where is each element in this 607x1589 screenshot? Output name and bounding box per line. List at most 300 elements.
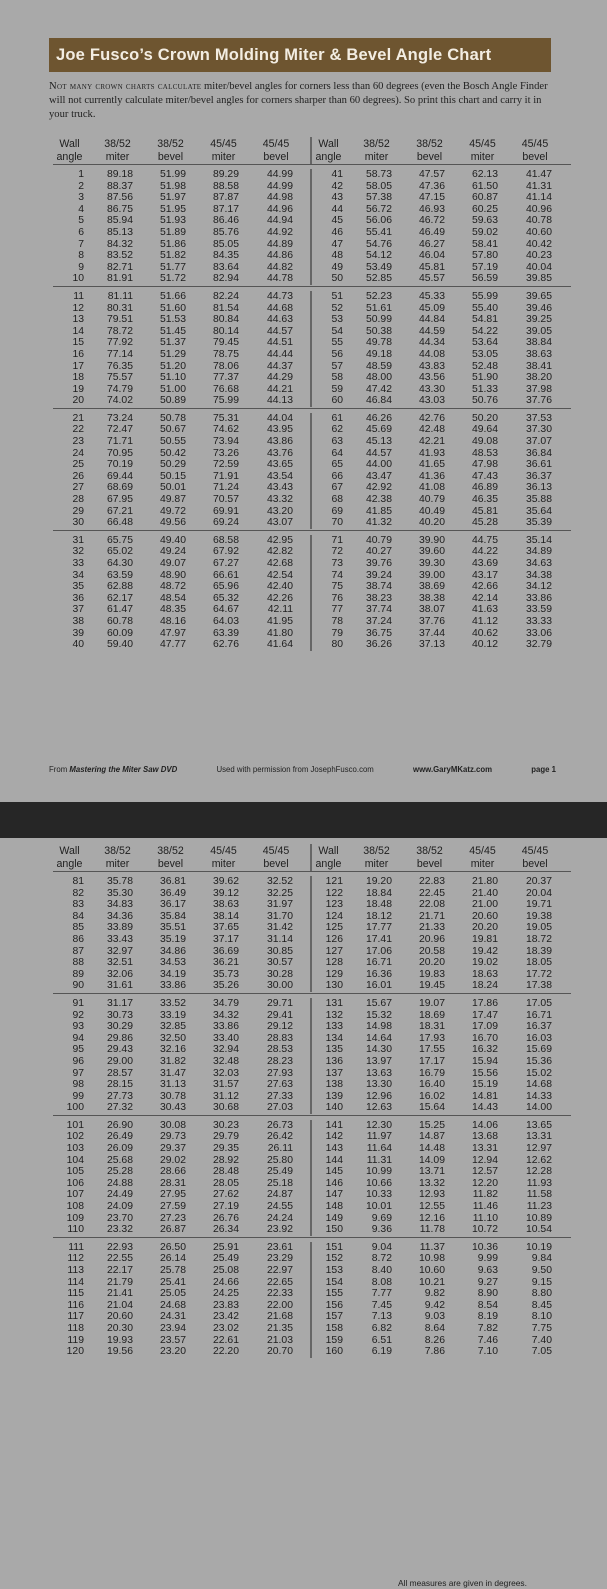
wall-angle-cell: 119 [67, 1334, 84, 1346]
miter-4545-cell: 82.94 [212, 273, 239, 285]
bevel-3852-cell: 33.52 [159, 997, 186, 1009]
header-m4545 [451, 137, 504, 164]
miter-3852-cell: 43.47 [365, 470, 392, 482]
miter-4545-cell: 69.24 [212, 517, 239, 529]
bevel-4545-cell: 33.59 [525, 604, 552, 616]
miter-4545-cell: 34.79 [212, 997, 239, 1009]
header-b4545 [504, 137, 556, 164]
wall-angle-cell: 55 [331, 337, 343, 349]
bevel-4545-cell: 43.43 [266, 482, 293, 494]
miter-4545-cell: 50.76 [471, 395, 498, 407]
bevel-4545-cell: 42.40 [266, 581, 293, 593]
bevel-4545-cell: 44.63 [266, 314, 293, 326]
miter-4545-cell: 87.87 [212, 192, 239, 204]
bevel-3852-cell: 31.13 [159, 1079, 186, 1091]
wall-angle-cell: 44 [331, 203, 343, 215]
row-half-left [53, 1091, 312, 1103]
miter-4545-cell: 31.12 [212, 1090, 239, 1102]
miter-3852-cell: 20.30 [106, 1322, 133, 1334]
bevel-3852-cell: 11.37 [419, 1241, 445, 1253]
bevel-3852-cell: 26.87 [159, 1224, 186, 1236]
bevel-3852-cell: 51.66 [159, 290, 186, 302]
footer-permission: Used with permission from JosephFusco.com [216, 765, 374, 774]
miter-3852-cell: 72.47 [106, 424, 133, 436]
row-half-right [312, 593, 571, 605]
miter-4545-cell: 11.82 [472, 1189, 498, 1201]
miter-4545-cell: 47.98 [471, 459, 498, 471]
bevel-3852-cell: 31.47 [159, 1067, 186, 1079]
miter-4545-cell: 82.24 [212, 290, 239, 302]
wall-angle-cell: 121 [325, 876, 343, 887]
bevel-4545-cell: 9.84 [531, 1253, 552, 1265]
wall-angle-cell: 104 [66, 1154, 84, 1166]
table-row [53, 1224, 571, 1236]
row-half-left [53, 1155, 312, 1167]
bevel-3852-cell: 36.17 [159, 899, 186, 911]
miter-3852-cell: 52.85 [365, 273, 392, 285]
miter-4545-cell: 75.99 [212, 395, 239, 407]
wall-angle-cell: 48 [331, 250, 343, 262]
miter-3852-cell: 34.36 [106, 910, 133, 922]
wall-angle-cell: 54 [331, 325, 343, 337]
bevel-4545-cell: 18.72 [525, 933, 552, 945]
wall-angle-cell: 47 [331, 238, 343, 250]
wall-angle-cell: 137 [325, 1067, 343, 1079]
bevel-4545-cell: 16.71 [525, 1009, 552, 1021]
row-half-right [312, 1288, 571, 1300]
row-group [53, 994, 571, 1116]
row-half-right [312, 616, 571, 628]
miter-4545-cell: 49.64 [471, 424, 498, 436]
miter-3852-cell: 61.47 [106, 604, 133, 616]
miter-3852-cell: 58.05 [365, 180, 392, 192]
wall-angle-cell: 139 [325, 1090, 343, 1102]
bevel-4545-cell: 22.97 [266, 1265, 293, 1276]
row-half-right [312, 303, 571, 315]
bevel-4545-cell: 20.37 [525, 876, 552, 887]
bevel-4545-cell: 41.14 [525, 192, 552, 204]
miter-3852-cell: 80.31 [106, 302, 133, 314]
wall-angle-cell: 43 [331, 192, 343, 204]
miter-3852-cell: 26.49 [106, 1131, 133, 1143]
wall-angle-cell: 102 [66, 1131, 84, 1143]
table-row [53, 876, 571, 888]
miter-3852-cell: 35.78 [106, 876, 133, 887]
miter-4545-cell: 9.63 [477, 1265, 498, 1276]
header-m4545-line: 45/45 [210, 845, 237, 857]
miter-3852-cell: 12.30 [365, 1119, 392, 1131]
bevel-4545-cell: 44.51 [266, 337, 293, 349]
miter-3852-cell: 35.30 [106, 887, 133, 899]
bevel-3852-cell: 10.98 [418, 1253, 445, 1265]
wall-angle-cell: 160 [325, 1346, 343, 1358]
miter-4545-cell: 8.19 [477, 1311, 498, 1323]
bevel-4545-cell: 22.65 [266, 1276, 293, 1288]
row-group [53, 1238, 571, 1359]
miter-4545-cell: 73.94 [212, 436, 239, 448]
bevel-4545-cell: 38.20 [525, 372, 552, 384]
table-row [53, 1253, 571, 1265]
bevel-3852-cell: 43.83 [418, 360, 445, 372]
row-half-left [53, 250, 312, 262]
miter-4545-cell: 32.94 [212, 1044, 239, 1056]
table-row [53, 1166, 571, 1178]
miter-4545-cell: 29.79 [212, 1131, 239, 1143]
row-half-left [53, 181, 312, 193]
miter-4545-cell: 10.72 [471, 1224, 498, 1236]
header-wall-line: angle [56, 858, 83, 870]
wall-angle-cell: 60 [331, 395, 343, 407]
miter-4545-cell: 50.20 [471, 412, 498, 424]
bevel-3852-cell: 9.03 [424, 1311, 445, 1323]
bevel-4545-cell: 18.39 [525, 945, 552, 957]
row-half-right [312, 1091, 571, 1103]
table-row [53, 1300, 571, 1312]
miter-3852-cell: 82.71 [106, 261, 133, 273]
bevel-3852-cell: 25.78 [159, 1265, 186, 1276]
miter-3852-cell: 18.48 [365, 899, 392, 911]
row-half-left [53, 1178, 312, 1190]
bevel-4545-cell: 21.68 [266, 1311, 293, 1323]
bevel-3852-cell: 43.30 [418, 383, 445, 395]
wall-angle-cell: 32 [72, 546, 84, 558]
wall-angle-cell: 87 [72, 945, 84, 957]
miter-4545-cell: 42.14 [471, 592, 498, 604]
bevel-4545-cell: 15.02 [525, 1067, 552, 1079]
bevel-4545-cell: 36.84 [525, 447, 552, 459]
wall-angle-cell: 69 [331, 505, 343, 517]
table-row [53, 1277, 571, 1289]
row-half-left [53, 1346, 312, 1358]
miter-4545-cell: 22.61 [212, 1334, 239, 1346]
bevel-4545-cell: 10.19 [525, 1241, 552, 1253]
bevel-4545-cell: 26.11 [267, 1143, 293, 1155]
miter-4545-cell: 19.42 [471, 945, 498, 957]
table-row [53, 494, 571, 506]
wall-angle-cell: 106 [66, 1177, 84, 1189]
bevel-3852-cell: 23.94 [159, 1322, 186, 1334]
row-half-left [53, 1288, 312, 1300]
header-wall [312, 137, 345, 164]
table-row [53, 250, 571, 262]
bevel-3852-cell: 22.83 [418, 876, 445, 887]
row-half-left [53, 1242, 312, 1254]
miter-3852-cell: 31.17 [106, 997, 133, 1009]
miter-4545-cell: 72.59 [212, 459, 239, 471]
miter-3852-cell: 33.89 [106, 922, 133, 934]
bevel-4545-cell: 37.07 [525, 436, 552, 448]
miter-3852-cell: 39.76 [365, 558, 392, 569]
bevel-3852-cell: 39.90 [418, 534, 445, 546]
miter-4545-cell: 71.91 [212, 470, 239, 482]
table-row [53, 384, 571, 396]
miter-3852-cell: 77.92 [106, 337, 133, 349]
header-m4545-line: 45/45 [210, 138, 237, 150]
miter-4545-cell: 81.54 [212, 302, 239, 314]
miter-4545-cell: 78.06 [212, 360, 239, 372]
bevel-4545-cell: 31.97 [266, 899, 293, 911]
miter-4545-cell: 17.86 [471, 997, 498, 1009]
miter-3852-cell: 83.52 [106, 250, 133, 262]
row-half-left [53, 1056, 312, 1068]
bevel-3852-cell: 47.15 [418, 192, 445, 204]
miter-4545-cell: 10.36 [471, 1241, 498, 1253]
header-wall-line: Wall [318, 845, 339, 857]
bevel-3852-cell: 19.45 [418, 980, 445, 992]
miter-3852-cell: 36.75 [365, 627, 392, 639]
bevel-4545-cell: 30.57 [266, 957, 293, 969]
miter-3852-cell: 70.19 [106, 459, 133, 471]
miter-4545-cell: 86.46 [212, 215, 239, 227]
row-half-right [312, 946, 571, 958]
wall-angle-cell: 7 [78, 238, 84, 250]
miter-4545-cell: 20.20 [471, 922, 498, 934]
angle-table-page-2 [53, 844, 571, 1359]
bevel-3852-cell: 46.93 [418, 203, 445, 215]
row-half-left [53, 494, 312, 506]
bevel-4545-cell: 36.37 [525, 470, 552, 482]
bevel-4545-cell: 43.95 [266, 424, 293, 436]
wall-angle-cell: 72 [331, 546, 343, 558]
bevel-3852-cell: 51.37 [159, 337, 186, 349]
bevel-3852-cell: 17.17 [418, 1055, 445, 1067]
bevel-3852-cell: 31.82 [159, 1055, 186, 1067]
wall-angle-cell: 99 [72, 1090, 84, 1102]
bevel-3852-cell: 22.08 [418, 899, 445, 911]
miter-3852-cell: 18.84 [365, 887, 392, 899]
miter-3852-cell: 69.44 [106, 470, 133, 482]
bevel-3852-cell: 50.29 [159, 459, 186, 471]
wall-angle-cell: 131 [325, 997, 343, 1009]
row-half-right [312, 922, 571, 934]
miter-4545-cell: 74.62 [212, 424, 239, 436]
bevel-3852-cell: 49.24 [159, 546, 186, 558]
bevel-4545-cell: 44.73 [266, 290, 293, 302]
wall-angle-cell: 58 [331, 372, 343, 384]
miter-3852-cell: 13.63 [365, 1067, 392, 1079]
wall-angle-cell: 122 [325, 887, 343, 899]
bevel-4545-cell: 32.52 [266, 876, 293, 887]
wall-angle-cell: 156 [325, 1299, 343, 1311]
miter-3852-cell: 89.18 [106, 169, 133, 180]
bevel-3852-cell: 51.29 [159, 348, 186, 360]
bevel-4545-cell: 9.15 [531, 1276, 552, 1288]
wall-angle-cell: 149 [325, 1212, 343, 1224]
row-half-left [53, 471, 312, 483]
wall-angle-cell: 129 [325, 968, 343, 980]
table-row [53, 946, 571, 958]
bevel-4545-cell: 12.28 [525, 1166, 552, 1178]
table-row [53, 1201, 571, 1213]
table-row [53, 1079, 571, 1091]
table-row [53, 1213, 571, 1225]
bevel-3852-cell: 40.20 [418, 517, 445, 529]
bevel-3852-cell: 47.97 [159, 627, 186, 639]
row-half-right [312, 1189, 571, 1201]
header-m3852-line: miter [364, 151, 389, 163]
miter-3852-cell: 74.02 [106, 395, 133, 407]
wall-angle-cell: 18 [72, 372, 84, 384]
miter-3852-cell: 11.31 [366, 1154, 392, 1166]
miter-3852-cell: 44.57 [365, 447, 392, 459]
wall-angle-cell: 89 [72, 968, 84, 980]
bevel-3852-cell: 37.13 [418, 639, 445, 651]
row-half-right [312, 314, 571, 326]
bevel-4545-cell: 44.92 [266, 226, 293, 238]
table-row [53, 517, 571, 529]
header-b4545-line: 45/45 [521, 845, 549, 857]
page-footer [49, 765, 556, 774]
row-half-right [312, 980, 571, 992]
bevel-3852-cell: 40.49 [418, 505, 445, 517]
miter-3852-cell: 73.24 [106, 412, 133, 424]
bevel-4545-cell: 25.18 [266, 1177, 293, 1189]
row-half-right [312, 876, 571, 888]
wall-angle-cell: 3 [78, 192, 84, 204]
wall-angle-cell: 115 [67, 1288, 84, 1300]
wall-angle-cell: 120 [66, 1346, 84, 1358]
bevel-4545-cell: 24.87 [266, 1189, 293, 1201]
miter-4545-cell: 46.35 [471, 494, 498, 506]
bevel-3852-cell: 45.33 [418, 290, 445, 302]
row-half-right [312, 372, 571, 384]
table-row [53, 448, 571, 460]
bevel-3852-cell: 41.08 [418, 482, 445, 494]
miter-3852-cell: 53.49 [365, 261, 392, 273]
header-half-left [53, 844, 312, 871]
row-half-right [312, 1044, 571, 1056]
miter-4545-cell: 21.80 [471, 876, 498, 887]
miter-4545-cell: 19.02 [471, 957, 498, 969]
row-half-right [312, 1224, 571, 1236]
table-row [53, 372, 571, 384]
miter-3852-cell: 27.73 [106, 1090, 133, 1102]
row-half-left [53, 593, 312, 605]
bevel-4545-cell: 18.05 [525, 957, 552, 969]
header-m3852 [345, 137, 398, 164]
miter-3852-cell: 16.36 [365, 968, 392, 980]
miter-4545-cell: 26.76 [212, 1212, 239, 1224]
miter-3852-cell: 50.38 [365, 325, 392, 337]
miter-4545-cell: 36.21 [212, 957, 239, 969]
miter-3852-cell: 16.01 [365, 980, 392, 992]
bevel-3852-cell: 41.93 [418, 447, 445, 459]
table-row [53, 1033, 571, 1045]
bevel-4545-cell: 23.29 [266, 1253, 293, 1265]
row-half-right [312, 1056, 571, 1068]
table-row [53, 1044, 571, 1056]
bevel-4545-cell: 39.25 [525, 314, 552, 326]
row-half-right [312, 192, 571, 204]
row-half-right [312, 482, 571, 494]
bevel-3852-cell: 30.43 [159, 1102, 186, 1114]
miter-3852-cell: 38.23 [365, 592, 392, 604]
header-b3852 [139, 844, 192, 871]
table-row [53, 1288, 571, 1300]
wall-angle-cell: 35 [72, 581, 84, 593]
header-wall-line: Wall [318, 138, 339, 150]
row-half-left [53, 934, 312, 946]
row-half-left [53, 1189, 312, 1201]
wall-angle-cell: 56 [331, 348, 343, 360]
bevel-3852-cell: 49.56 [159, 517, 186, 529]
row-half-left [53, 535, 312, 547]
bevel-3852-cell: 49.87 [159, 494, 186, 506]
bevel-3852-cell: 34.53 [159, 957, 186, 969]
wall-angle-cell: 9 [78, 261, 84, 273]
bevel-3852-cell: 44.84 [418, 314, 445, 326]
bevel-4545-cell: 30.85 [266, 945, 293, 957]
miter-3852-cell: 26.09 [106, 1143, 133, 1155]
header-m3852-line: 38/52 [363, 138, 390, 150]
wall-angle-cell: 25 [72, 459, 84, 471]
miter-3852-cell: 6.82 [371, 1322, 392, 1334]
wall-angle-cell: 36 [72, 592, 84, 604]
miter-3852-cell: 41.32 [365, 517, 392, 529]
miter-4545-cell: 71.24 [212, 482, 239, 494]
bevel-3852-cell: 7.86 [424, 1346, 445, 1358]
row-half-right [312, 934, 571, 946]
wall-angle-cell: 31 [72, 534, 84, 546]
miter-3852-cell: 14.64 [365, 1032, 392, 1044]
row-half-left [53, 1044, 312, 1056]
wall-angle-cell: 155 [325, 1288, 343, 1300]
header-m4545-line: miter [470, 858, 495, 870]
header-b3852-line: 38/52 [157, 138, 184, 150]
bevel-4545-cell: 43.76 [266, 447, 293, 459]
header-m4545-line: miter [470, 151, 495, 163]
row-half-right [312, 899, 571, 911]
row-half-right [312, 1166, 571, 1178]
miter-3852-cell: 13.30 [365, 1079, 392, 1091]
header-m3852-line: 38/52 [363, 845, 390, 857]
miter-3852-cell: 52.23 [365, 290, 392, 302]
row-half-left [53, 1323, 312, 1335]
miter-4545-cell: 54.22 [471, 325, 498, 337]
miter-4545-cell: 14.81 [471, 1090, 498, 1102]
row-half-right [312, 1068, 571, 1080]
bevel-3852-cell: 17.55 [418, 1044, 445, 1056]
miter-3852-cell: 29.86 [106, 1032, 133, 1044]
bevel-4545-cell: 44.29 [266, 372, 293, 384]
miter-3852-cell: 81.91 [106, 273, 133, 285]
header-m3852-line: miter [105, 151, 130, 163]
bevel-3852-cell: 51.99 [159, 169, 186, 180]
bevel-4545-cell: 22.33 [266, 1288, 293, 1300]
bevel-4545-cell: 26.42 [266, 1131, 293, 1143]
bevel-4545-cell: 41.95 [266, 615, 293, 627]
wall-angle-cell: 50 [331, 273, 343, 285]
miter-3852-cell: 21.79 [106, 1276, 133, 1288]
miter-4545-cell: 26.34 [212, 1224, 239, 1236]
bevel-4545-cell: 41.31 [525, 180, 552, 192]
row-half-left [53, 969, 312, 981]
bevel-3852-cell: 28.66 [159, 1166, 186, 1178]
miter-4545-cell: 65.32 [212, 592, 239, 604]
row-half-right [312, 204, 571, 216]
bevel-4545-cell: 40.96 [525, 203, 552, 215]
wall-angle-cell: 93 [72, 1021, 84, 1033]
row-half-left [53, 262, 312, 274]
bevel-4545-cell: 28.53 [266, 1044, 293, 1056]
miter-4545-cell: 64.03 [212, 615, 239, 627]
table-row [53, 349, 571, 361]
bevel-3852-cell: 46.27 [418, 238, 445, 250]
bevel-3852-cell: 23.57 [159, 1334, 186, 1346]
wall-angle-cell: 98 [72, 1079, 84, 1091]
header-b3852-line: bevel [157, 151, 184, 163]
table-row [53, 535, 571, 547]
